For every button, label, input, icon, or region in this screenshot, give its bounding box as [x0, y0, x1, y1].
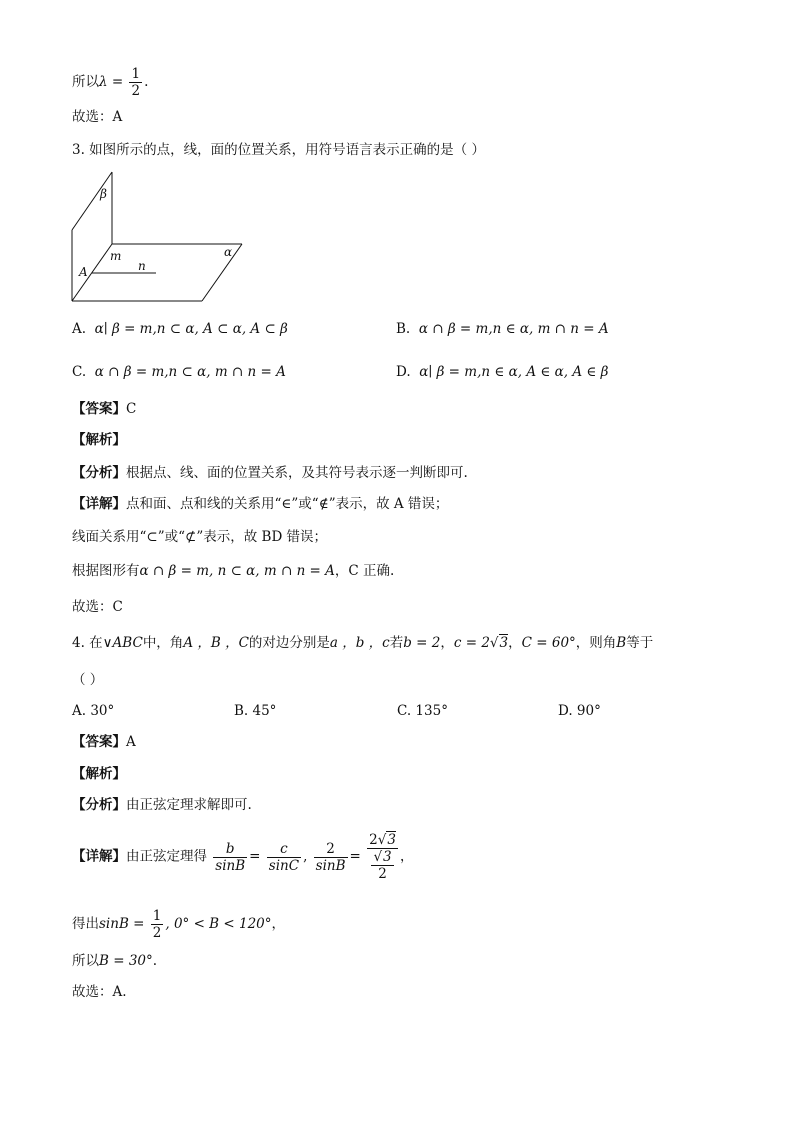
q3-option-d: D. α∣ β = m,n ∈ α, A ∈ α, A ∈ β — [396, 364, 609, 380]
q3-fenxi: 【分析】根据点、线、面的位置关系，及其符号表示逐一判断即可. — [72, 465, 468, 481]
q3-option-a: A. α∣ β = m,n ⊂ α, A ⊂ α, A ⊂ β — [72, 321, 288, 337]
fraction-one-half-2: $\frac{1}{2}$ — [152, 908, 162, 941]
fraction-nested-sqrt3: $\frac{2√3}{\frac{√3}{2}}$ — [369, 832, 396, 882]
fraction-c-over-sinC: $\frac{c}{\sin C}$ — [268, 840, 300, 874]
q4-option-a: A. 30° — [72, 703, 115, 719]
beta-plane-top — [72, 172, 112, 230]
label-beta: β — [100, 187, 107, 201]
fraction-one-half: $\frac{1}{2}$ — [131, 66, 141, 99]
q4-option-c: C. 135° — [397, 703, 448, 719]
q3-xiangjie-1: 【详解】点和面、点和线的关系用“∈”或“∉”表示，故 A 错误； — [72, 496, 449, 512]
q4-choose: 故选：A. — [72, 984, 127, 1000]
q4-answer: 【答案】A — [72, 734, 136, 750]
q4-fenxi: 【分析】由正弦定理求解即可. — [72, 797, 252, 813]
fraction-b-over-sinB: $\frac{b}{\sin B}$ — [215, 840, 246, 874]
alpha-plane-right — [202, 244, 242, 301]
q4-analysis-tag: 【解析】 — [72, 766, 126, 782]
q4-option-d: D. 90° — [558, 703, 601, 719]
q4-derive: 得出sinB = $\frac{1}{2}$ , 0° < B < 120°， — [72, 908, 286, 941]
q4-stem: 4. 在∨ABC中，角A ，B ，C的对边分别是a ，b ，c若b = 2，c = 2√3，C = 60°，则角B等于 — [72, 635, 654, 651]
so-prefix: 所以 — [72, 74, 99, 90]
q4-xiangjie: 【详解】由正弦定理得 $\frac{b}{\sin B}$ = $\frac{c}{\sin C}$ , $\frac{2}{\sin B}$ = $\frac{2√3}{\frac{√3}{2}}$ ， — [72, 832, 414, 882]
planes-figure — [70, 168, 250, 308]
q3-answer: 【答案】C — [72, 401, 137, 417]
fraction-2-over-sinB: $\frac{2}{\sin B}$ — [315, 840, 346, 874]
q3-xiangjie-3: 根据图形有α ∩ β = m, n ⊂ α, m ∩ n = A，C 正确. — [72, 563, 395, 579]
q3-xiangjie-2: 线面关系用“⊂”或“⊄”表示，故 BD 错误； — [72, 529, 328, 545]
prev-choose: 故选：A — [72, 109, 123, 125]
prev-conclusion: 所以λ = $\frac{1}{2}$ . — [72, 66, 149, 99]
lambda-equation: λ = — [99, 74, 124, 90]
label-m: m — [110, 249, 122, 263]
q3-choose: 故选：C — [72, 599, 123, 615]
q4-paren: （ ） — [72, 672, 104, 688]
label-n: n — [138, 259, 146, 273]
q3-option-c: C. α ∩ β = m,n ⊂ α, m ∩ n = A — [72, 364, 286, 380]
q4-option-b: B. 45° — [234, 703, 277, 719]
q3-analysis-tag: 【解析】 — [72, 432, 126, 448]
label-alpha: α — [224, 245, 233, 259]
q3-stem: 3. 如图所示的点，线，面的位置关系，用符号语言表示正确的是（ ） — [72, 142, 485, 158]
label-A: A — [79, 265, 88, 279]
q4-so: 所以B = 30°. — [72, 953, 158, 969]
q3-option-b: B. α ∩ β = m,n ∈ α, m ∩ n = A — [396, 321, 609, 337]
